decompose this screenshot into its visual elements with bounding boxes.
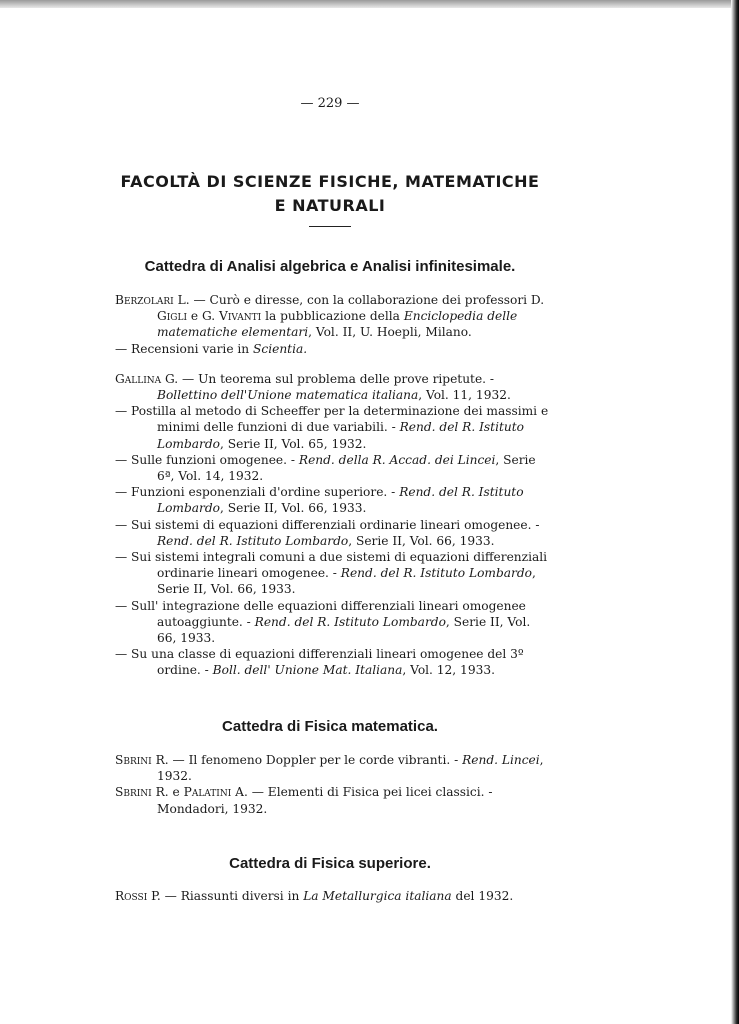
entry-journal: Rend. della R. Accad. dei Lincei (298, 452, 496, 467)
entry-text: del 1932. (451, 889, 514, 903)
entry-text: , Serie II, Vol. 65, 1932. (220, 436, 367, 451)
entry-text: — Un teorema sul problema delle prove ripetute. - (178, 371, 495, 386)
entry-text: — Riassunti diversi in (160, 889, 304, 903)
entry-author: Gallina G. (115, 371, 179, 386)
bibliography-entry (115, 517, 553, 549)
entry-journal: Rend. del R. Istituto Lombardo (340, 566, 533, 581)
bibliography-entry (115, 484, 553, 516)
entry-journal: Rend. del R. Istituto Lombardo (157, 485, 524, 516)
entry-text: — Recensioni varie in (115, 341, 254, 356)
entry-text: , 1932. (157, 753, 544, 784)
entry-journal: Rend. Lincei (462, 753, 540, 767)
bibliography-entry (115, 371, 553, 403)
entry-text: — Elementi di Fisica pei licei classici. - Mondadori, 1932. (157, 785, 493, 816)
entry-journal: Rend. del R. Istituto Lombardo (157, 533, 349, 548)
entry-text: — Sull' integrazione delle equazioni differenziali lineari omogenee autoaggiunte. - (115, 598, 526, 629)
entry-journal: Scientia. (253, 341, 308, 356)
entry-text: , Serie II, Vol. 66, 1933. (220, 501, 367, 516)
entry-gap (115, 357, 553, 371)
entry-text: — Su una classe di equazioni differenziali lineari omogenee del 3º ordine. - (115, 647, 524, 678)
entry-text: , Serie 6ª, Vol. 14, 1932. (157, 452, 536, 484)
entry-text: , Vol. 11, 1932. (418, 388, 511, 403)
entry-text: , Vol. 12, 1933. (402, 663, 495, 678)
bibliography-entry (115, 452, 553, 484)
heading-divider (309, 226, 351, 227)
entry-text: — Funzioni esponenziali d'ordine superiore. - (115, 485, 400, 500)
entry-coauthor: Vivanti (219, 309, 262, 324)
entry-journal: Enciclopedia delle matematiche elementari (157, 309, 518, 340)
bibliography-entry (115, 646, 553, 678)
entry-text: la pubblicazione della (261, 309, 404, 324)
entry-coauthor: Gigli (157, 309, 188, 324)
bibliography-entry (115, 549, 553, 598)
section-title-fisica-matematica: Cattedra di Fisica matematica. (222, 718, 438, 735)
entry-journal: Bollettino dell'Unione matematica italiana (157, 388, 419, 403)
entry-coauthor: Palatini A. (183, 785, 248, 800)
entry-text: — Il fenomeno Doppler per le corde vibranti. - (168, 753, 463, 767)
entry-text: , Vol. II, U. Hoepli, Milano. (308, 325, 472, 340)
entry-author: Rossi P. (115, 889, 161, 903)
entry-text: , Serie II, Vol. 66, 1933. (157, 614, 531, 646)
bibliography-entry (115, 888, 553, 904)
bibliography-entry (115, 752, 553, 784)
entry-text: e G. (187, 309, 220, 324)
section-entries-analisi (115, 292, 553, 679)
entry-author: Berzolari L. (115, 293, 190, 307)
entry-text: , Serie II, Vol. 66, 1933. (348, 533, 495, 548)
section-entries-fisica-matematica (115, 752, 553, 817)
bibliography-entry (115, 403, 553, 452)
entry-text: — Postilla al metodo di Scheeffer per la determinazione dei massimi e minimi delle funzioni di due variabili. - (115, 404, 549, 435)
bibliography-entry (115, 784, 553, 816)
entry-author: Sbrini R. (115, 753, 169, 767)
entry-text: — Sui sistemi integrali comuni a due sistemi di equazioni differenziali ordinarie lineari omogenee. - (115, 550, 548, 581)
faculty-heading-line2: E NATURALI (274, 196, 386, 215)
entry-journal: Rend. del R. Istituto Lombardo (157, 420, 524, 451)
entry-text: — Sulle funzioni omogenee. - (115, 452, 299, 467)
bibliography-entry (115, 598, 553, 647)
entry-journal: Rend. del R. Istituto Lombardo (254, 614, 446, 629)
entry-text: — Curò e diresse, con la collaborazione dei professori D. (189, 293, 545, 307)
entry-text: e (168, 785, 184, 800)
section-entries-fisica-superiore (115, 888, 553, 904)
section-title-analisi: Cattedra di Analisi algebrica e Analisi infinitesimale. (144, 258, 516, 275)
entry-text: , Serie II, Vol. 66, 1933. (157, 566, 536, 597)
entry-text: — Sui sistemi di equazioni differenziali ordinarie lineari omogenee. - (115, 517, 540, 532)
entry-journal: La Metallurgica italiana (303, 889, 452, 903)
section-title-fisica-superiore: Cattedra di Fisica superiore. (229, 855, 431, 872)
entry-journal: Boll. dell' Unione Mat. Italiana (212, 663, 403, 678)
entry-author: Sbrini R. (115, 785, 169, 800)
bibliography-entry (115, 292, 553, 341)
page-number: — 229 — (300, 96, 360, 111)
faculty-heading-line1: FACOLTÀ DI SCIENZE FISICHE, MATEMATICHE (120, 172, 540, 191)
bibliography-entry (115, 341, 553, 357)
faculty-heading (70, 170, 590, 218)
